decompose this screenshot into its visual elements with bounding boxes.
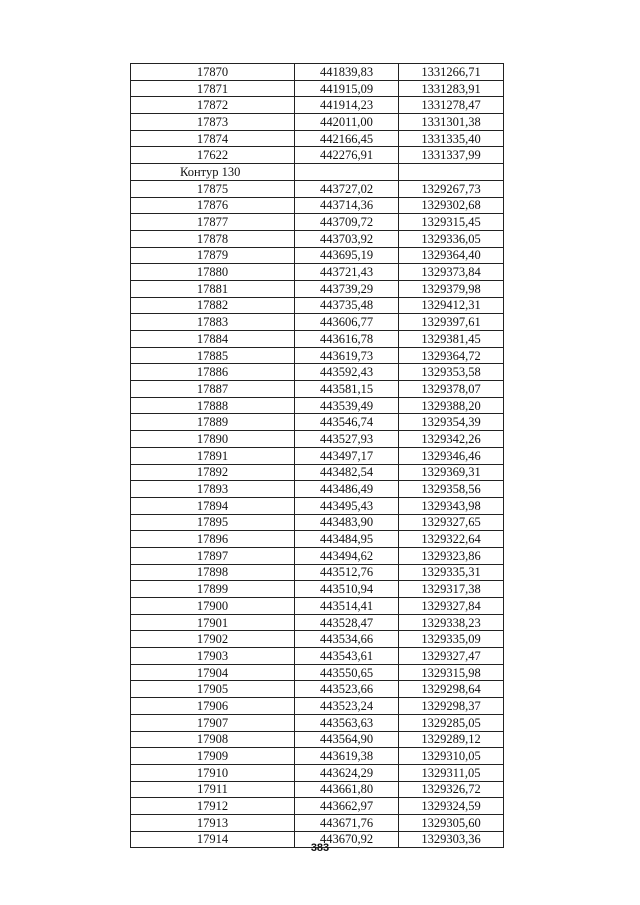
- y-coordinate-cell: 1329358,56: [399, 481, 504, 498]
- x-coordinate-cell: 442011,00: [295, 114, 399, 131]
- x-coordinate-cell: 443616,78: [295, 331, 399, 348]
- point-number-cell: 17897: [131, 547, 295, 564]
- y-coordinate-cell: 1329342,26: [399, 431, 504, 448]
- table-row: [131, 648, 504, 665]
- y-coordinate-cell: 1331337,99: [399, 147, 504, 164]
- x-coordinate-cell: 443624,29: [295, 764, 399, 781]
- x-coordinate-cell: 441915,09: [295, 80, 399, 97]
- x-coordinate-cell: 441839,83: [295, 64, 399, 81]
- table-row: [131, 547, 504, 564]
- x-coordinate-cell: 443739,29: [295, 280, 399, 297]
- y-coordinate-cell: 1329298,64: [399, 681, 504, 698]
- point-number-cell: 17891: [131, 447, 295, 464]
- point-number-cell: 17903: [131, 648, 295, 665]
- table-row: [131, 781, 504, 798]
- table-row: [131, 731, 504, 748]
- y-coordinate-cell: 1331301,38: [399, 114, 504, 131]
- y-coordinate-cell: 1329327,47: [399, 648, 504, 665]
- x-coordinate-cell: 441914,23: [295, 97, 399, 114]
- point-number-cell: 17904: [131, 664, 295, 681]
- point-number-cell: 17908: [131, 731, 295, 748]
- x-coordinate-cell: 443619,73: [295, 347, 399, 364]
- x-coordinate-cell: 443670,92: [295, 831, 399, 848]
- point-number-cell: 17898: [131, 564, 295, 581]
- point-number-cell: 17877: [131, 214, 295, 231]
- point-number-cell: 17881: [131, 280, 295, 297]
- table-row: [131, 264, 504, 281]
- table-row: [131, 64, 504, 81]
- point-number-cell: 17899: [131, 581, 295, 598]
- x-coordinate-cell: 443581,15: [295, 381, 399, 398]
- point-number-cell: 17900: [131, 598, 295, 615]
- y-coordinate-cell: 1329323,86: [399, 547, 504, 564]
- table-row: [131, 180, 504, 197]
- section-header-row: [131, 164, 504, 181]
- point-number-cell: 17905: [131, 681, 295, 698]
- x-coordinate-cell: 443528,47: [295, 614, 399, 631]
- point-number-cell: 17882: [131, 297, 295, 314]
- table-row: [131, 147, 504, 164]
- point-number-cell: 17876: [131, 197, 295, 214]
- point-number-cell: 17888: [131, 397, 295, 414]
- x-coordinate-cell: 442166,45: [295, 130, 399, 147]
- table-row: [131, 381, 504, 398]
- y-coordinate-cell: 1329311,05: [399, 764, 504, 781]
- y-coordinate-cell: 1331266,71: [399, 64, 504, 81]
- y-coordinate-cell: 1329388,20: [399, 397, 504, 414]
- x-coordinate-cell: 443661,80: [295, 781, 399, 798]
- point-number-cell: 17893: [131, 481, 295, 498]
- point-number-cell: 17913: [131, 814, 295, 831]
- x-coordinate-cell: 443497,17: [295, 447, 399, 464]
- x-coordinate-cell: 443543,61: [295, 648, 399, 665]
- point-number-cell: 17886: [131, 364, 295, 381]
- x-coordinate-cell: 443482,54: [295, 464, 399, 481]
- y-coordinate-cell: 1329381,45: [399, 331, 504, 348]
- x-coordinate-cell: 443512,76: [295, 564, 399, 581]
- y-coordinate-cell: 1329379,98: [399, 280, 504, 297]
- y-coordinate-cell: 1329364,40: [399, 247, 504, 264]
- point-number-cell: 17902: [131, 631, 295, 648]
- table-row: [131, 97, 504, 114]
- y-coordinate-cell: 1329364,72: [399, 347, 504, 364]
- y-coordinate-cell: [399, 164, 504, 181]
- x-coordinate-cell: 443546,74: [295, 414, 399, 431]
- table-row: [131, 497, 504, 514]
- x-coordinate-cell: 442276,91: [295, 147, 399, 164]
- y-coordinate-cell: 1329378,07: [399, 381, 504, 398]
- table-row: [131, 814, 504, 831]
- point-number-cell: 17887: [131, 381, 295, 398]
- y-coordinate-cell: 1329327,65: [399, 514, 504, 531]
- table-row: [131, 714, 504, 731]
- x-coordinate-cell: 443714,36: [295, 197, 399, 214]
- table-row: [131, 247, 504, 264]
- table-row: [131, 297, 504, 314]
- y-coordinate-cell: 1329267,73: [399, 180, 504, 197]
- x-coordinate-cell: 443592,43: [295, 364, 399, 381]
- table-row: [131, 798, 504, 815]
- y-coordinate-cell: 1329315,45: [399, 214, 504, 231]
- y-coordinate-cell: 1331278,47: [399, 97, 504, 114]
- point-number-cell: 17870: [131, 64, 295, 81]
- x-coordinate-cell: 443494,62: [295, 547, 399, 564]
- table-row: [131, 197, 504, 214]
- table-row: [131, 314, 504, 331]
- table-row: [131, 214, 504, 231]
- table-row: [131, 748, 504, 765]
- table-row: [131, 614, 504, 631]
- y-coordinate-cell: 1329373,84: [399, 264, 504, 281]
- x-coordinate-cell: 443619,38: [295, 748, 399, 765]
- y-coordinate-cell: 1329353,58: [399, 364, 504, 381]
- table-row: [131, 414, 504, 431]
- x-coordinate-cell: 443486,49: [295, 481, 399, 498]
- point-number-cell: 17622: [131, 147, 295, 164]
- y-coordinate-cell: 1329315,98: [399, 664, 504, 681]
- x-coordinate-cell: 443703,92: [295, 230, 399, 247]
- x-coordinate-cell: 443539,49: [295, 397, 399, 414]
- x-coordinate-cell: 443709,72: [295, 214, 399, 231]
- point-number-cell: 17890: [131, 431, 295, 448]
- point-number-cell: 17912: [131, 798, 295, 815]
- table-row: [131, 331, 504, 348]
- y-coordinate-cell: 1329317,38: [399, 581, 504, 598]
- x-coordinate-cell: 443727,02: [295, 180, 399, 197]
- x-coordinate-cell: 443527,93: [295, 431, 399, 448]
- point-number-cell: 17895: [131, 514, 295, 531]
- point-number-cell: 17914: [131, 831, 295, 848]
- point-number-cell: 17889: [131, 414, 295, 431]
- y-coordinate-cell: 1329305,60: [399, 814, 504, 831]
- x-coordinate-cell: 443534,66: [295, 631, 399, 648]
- point-number-cell: 17901: [131, 614, 295, 631]
- x-coordinate-cell: 443671,76: [295, 814, 399, 831]
- x-coordinate-cell: 443695,19: [295, 247, 399, 264]
- y-coordinate-cell: 1329397,61: [399, 314, 504, 331]
- point-number-cell: 17911: [131, 781, 295, 798]
- point-number-cell: 17909: [131, 748, 295, 765]
- table-row: [131, 431, 504, 448]
- x-coordinate-cell: 443495,43: [295, 497, 399, 514]
- x-coordinate-cell: 443564,90: [295, 731, 399, 748]
- x-coordinate-cell: 443484,95: [295, 531, 399, 548]
- y-coordinate-cell: 1329322,64: [399, 531, 504, 548]
- table-row: [131, 347, 504, 364]
- point-number-cell: 17871: [131, 80, 295, 97]
- table-row: [131, 80, 504, 97]
- y-coordinate-cell: 1329354,39: [399, 414, 504, 431]
- point-number-cell: 17907: [131, 714, 295, 731]
- y-coordinate-cell: 1329327,84: [399, 598, 504, 615]
- section-title-cell: Контур 130: [131, 164, 295, 181]
- point-number-cell: 17874: [131, 130, 295, 147]
- x-coordinate-cell: 443735,48: [295, 297, 399, 314]
- page-number: 383: [310, 842, 330, 854]
- y-coordinate-cell: 1329324,59: [399, 798, 504, 815]
- y-coordinate-cell: 1329302,68: [399, 197, 504, 214]
- point-number-cell: 17892: [131, 464, 295, 481]
- x-coordinate-cell: 443721,43: [295, 264, 399, 281]
- x-coordinate-cell: [295, 164, 399, 181]
- point-number-cell: 17884: [131, 331, 295, 348]
- table-row: [131, 664, 504, 681]
- table-row: [131, 114, 504, 131]
- y-coordinate-cell: 1329298,37: [399, 698, 504, 715]
- x-coordinate-cell: 443563,63: [295, 714, 399, 731]
- y-coordinate-cell: 1329285,05: [399, 714, 504, 731]
- coordinates-table-body: [131, 64, 504, 848]
- y-coordinate-cell: 1329303,36: [399, 831, 504, 848]
- y-coordinate-cell: 1329335,31: [399, 564, 504, 581]
- y-coordinate-cell: 1329326,72: [399, 781, 504, 798]
- y-coordinate-cell: 1329310,05: [399, 748, 504, 765]
- table-row: [131, 230, 504, 247]
- table-row: [131, 364, 504, 381]
- table-row: [131, 447, 504, 464]
- y-coordinate-cell: 1329338,23: [399, 614, 504, 631]
- x-coordinate-cell: 443523,66: [295, 681, 399, 698]
- y-coordinate-cell: 1329412,31: [399, 297, 504, 314]
- point-number-cell: 17873: [131, 114, 295, 131]
- x-coordinate-cell: 443514,41: [295, 598, 399, 615]
- table-row: [131, 280, 504, 297]
- point-number-cell: 17872: [131, 97, 295, 114]
- table-row: [131, 397, 504, 414]
- point-number-cell: 17878: [131, 230, 295, 247]
- point-number-cell: 17880: [131, 264, 295, 281]
- table-row: [131, 764, 504, 781]
- point-number-cell: 17896: [131, 531, 295, 548]
- y-coordinate-cell: 1329335,09: [399, 631, 504, 648]
- table-row: [131, 631, 504, 648]
- table-row: [131, 698, 504, 715]
- table-row: [131, 531, 504, 548]
- point-number-cell: 17883: [131, 314, 295, 331]
- point-number-cell: 17910: [131, 764, 295, 781]
- point-number-cell: 17885: [131, 347, 295, 364]
- point-number-cell: 17879: [131, 247, 295, 264]
- y-coordinate-cell: 1329343,98: [399, 497, 504, 514]
- y-coordinate-cell: 1331335,40: [399, 130, 504, 147]
- x-coordinate-cell: 443523,24: [295, 698, 399, 715]
- table-row: [131, 564, 504, 581]
- y-coordinate-cell: 1329346,46: [399, 447, 504, 464]
- table-row: [131, 681, 504, 698]
- x-coordinate-cell: 443483,90: [295, 514, 399, 531]
- table-row: [131, 130, 504, 147]
- table-row: [131, 481, 504, 498]
- point-number-cell: 17894: [131, 497, 295, 514]
- y-coordinate-cell: 1329336,05: [399, 230, 504, 247]
- x-coordinate-cell: 443662,97: [295, 798, 399, 815]
- table-row: [131, 464, 504, 481]
- point-number-cell: 17875: [131, 180, 295, 197]
- y-coordinate-cell: 1331283,91: [399, 80, 504, 97]
- x-coordinate-cell: 443510,94: [295, 581, 399, 598]
- point-number-cell: 17906: [131, 698, 295, 715]
- x-coordinate-cell: 443550,65: [295, 664, 399, 681]
- table-row: [131, 598, 504, 615]
- table-row: [131, 514, 504, 531]
- coordinates-table: [130, 63, 504, 848]
- y-coordinate-cell: 1329289,12: [399, 731, 504, 748]
- y-coordinate-cell: 1329369,31: [399, 464, 504, 481]
- x-coordinate-cell: 443606,77: [295, 314, 399, 331]
- table-row: [131, 581, 504, 598]
